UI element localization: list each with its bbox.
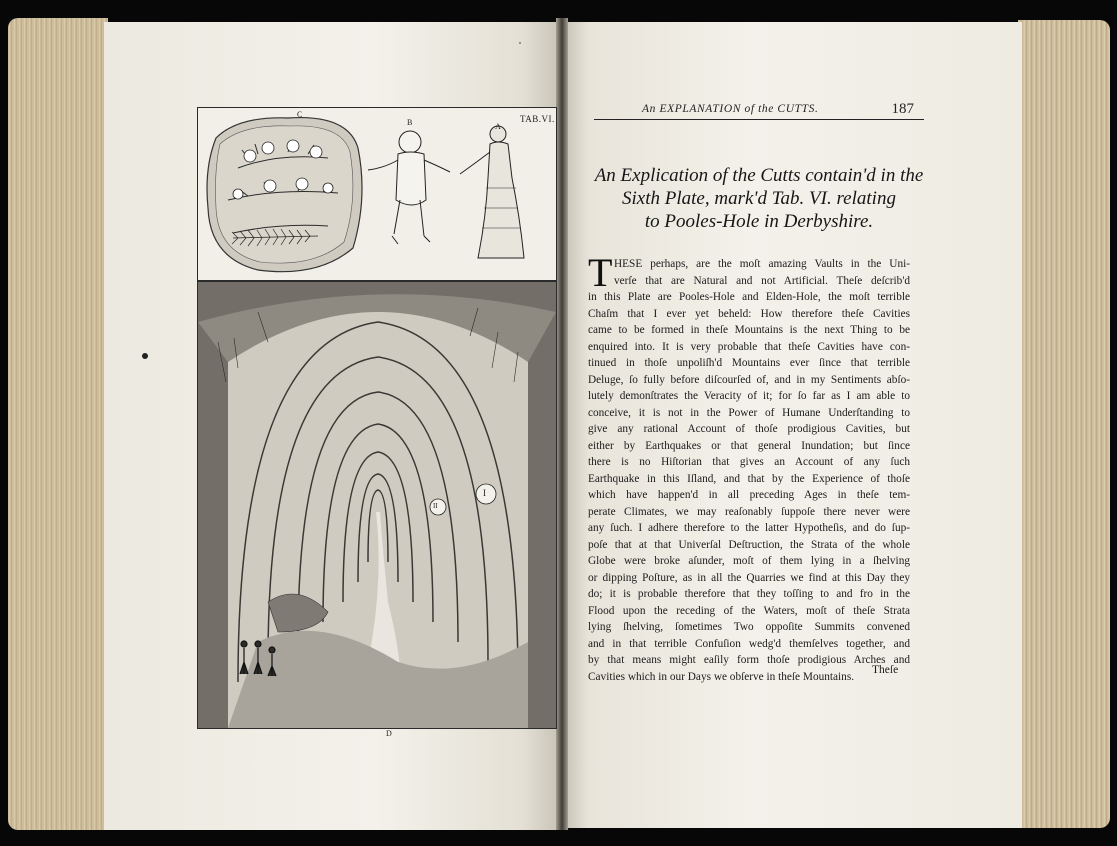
plate-figures-panel [197, 107, 557, 281]
text-line: by that means might eaſily form thoſe prodigious Arches and [588, 654, 910, 666]
page-number: 187 [891, 101, 914, 117]
text-line: lutely demonſtrates the Veracity of it; for ſo far as I am able to [588, 390, 910, 402]
text-line: perate Climates, we may reaſonably ſuppoſe there never were [588, 505, 910, 518]
figure-label-b: B [407, 118, 413, 127]
drop-cap: T [588, 250, 613, 295]
cave-marker-1: I [483, 488, 486, 498]
left-page-edges [8, 18, 108, 830]
catchword: Theſe [872, 664, 899, 676]
right-page-edges [1018, 20, 1110, 828]
text-line: conceive, it is not in the Power of Humane Underſtanding to [588, 406, 910, 419]
figure-label-c: C [297, 110, 303, 119]
title-line: Sixth Plate, mark'd Tab. VI. relating [622, 188, 896, 209]
cave-marker-2: II [433, 502, 438, 510]
figure-label-a: A [495, 122, 501, 131]
text-line: lying ſhelving, ſometimes Two oppoſite Summits convened [588, 621, 910, 633]
text-line: in this Plate are Pooles-Hole and Elden-Hole, the moſt terrible [588, 291, 910, 303]
text-line: Globe were broke aſunder, moſt of them lying in a ſhelving [588, 555, 910, 567]
title-line: An Explication of the Cutts contain'd in the [594, 165, 924, 186]
book-gutter [556, 18, 568, 830]
text-line: tinued in thoſe unpoliſh'd Mountains ever ſince that terrible [588, 357, 910, 369]
text-line: do; it is probable therefore that they toſſing to and fro in the [588, 588, 910, 600]
text-line: came to be formed in theſe Mountains is the next Thing to be [588, 324, 910, 336]
cave-engraving-panel [197, 281, 557, 729]
running-head [594, 101, 924, 120]
text-line: any ſuch. I adhere therefore to the latter Hypotheſis, and do ſup- [588, 522, 910, 534]
fossil-and-figures-illustration [198, 108, 556, 280]
paper-speck [519, 42, 521, 44]
text-line: verſe that are Natural and not Artificial. Theſe deſcrib'd [614, 274, 910, 287]
text-line: Earthquake in this Iſland, and that by the Experience of thoſe [588, 472, 910, 485]
text-line: give any rational Account of thoſe prodigious Cavities, but [588, 423, 910, 435]
text-line: which have happen'd in all preceding Ages in theſe tem- [588, 489, 910, 501]
section-title [594, 164, 924, 233]
text-line: Flood upon the receding of the Waters, moſt of theſe Strata [588, 604, 910, 617]
text-line: or dipping Poſture, as in all the Quarries we find at this Day they [588, 571, 910, 584]
text-line: poſe that at that Univerſal Deſtruction, the Strata of the whole [588, 538, 910, 551]
text-line: Chaſm that I ever yet beheld: How therefore theſe Cavities [588, 307, 910, 320]
cave-engraving-illustration [198, 282, 556, 728]
text-line: enquired into. It is very probable that theſe Cavities have con- [588, 340, 910, 353]
figure-label-d: D [386, 729, 392, 738]
text-line: HESE perhaps, are the moſt amazing Vaults in the Uni- [614, 258, 910, 270]
ink-dot [142, 353, 148, 359]
title-line: to Pooles-Hole in Derbyshire. [644, 211, 874, 232]
text-line: Deluge, ſo fully before diſcourſed of, and in my Sentiments abſo- [588, 373, 910, 386]
plate-label: TAB.VI. [520, 114, 555, 124]
body-text [588, 250, 910, 685]
text-line: and in that terrible Confuſion wedg'd themſelves together, and [588, 637, 910, 650]
text-line: there is no Hiſtorian that gives an Account of any ſuch [588, 456, 910, 468]
text-line: Cavities which in our Days we obſerve in theſe Mountains. [588, 670, 855, 683]
running-head-text: An EXPLANATION of the CUTTS. [642, 103, 819, 115]
text-line: either by Earthquakes or that general Inundation; but ſince [588, 439, 910, 452]
